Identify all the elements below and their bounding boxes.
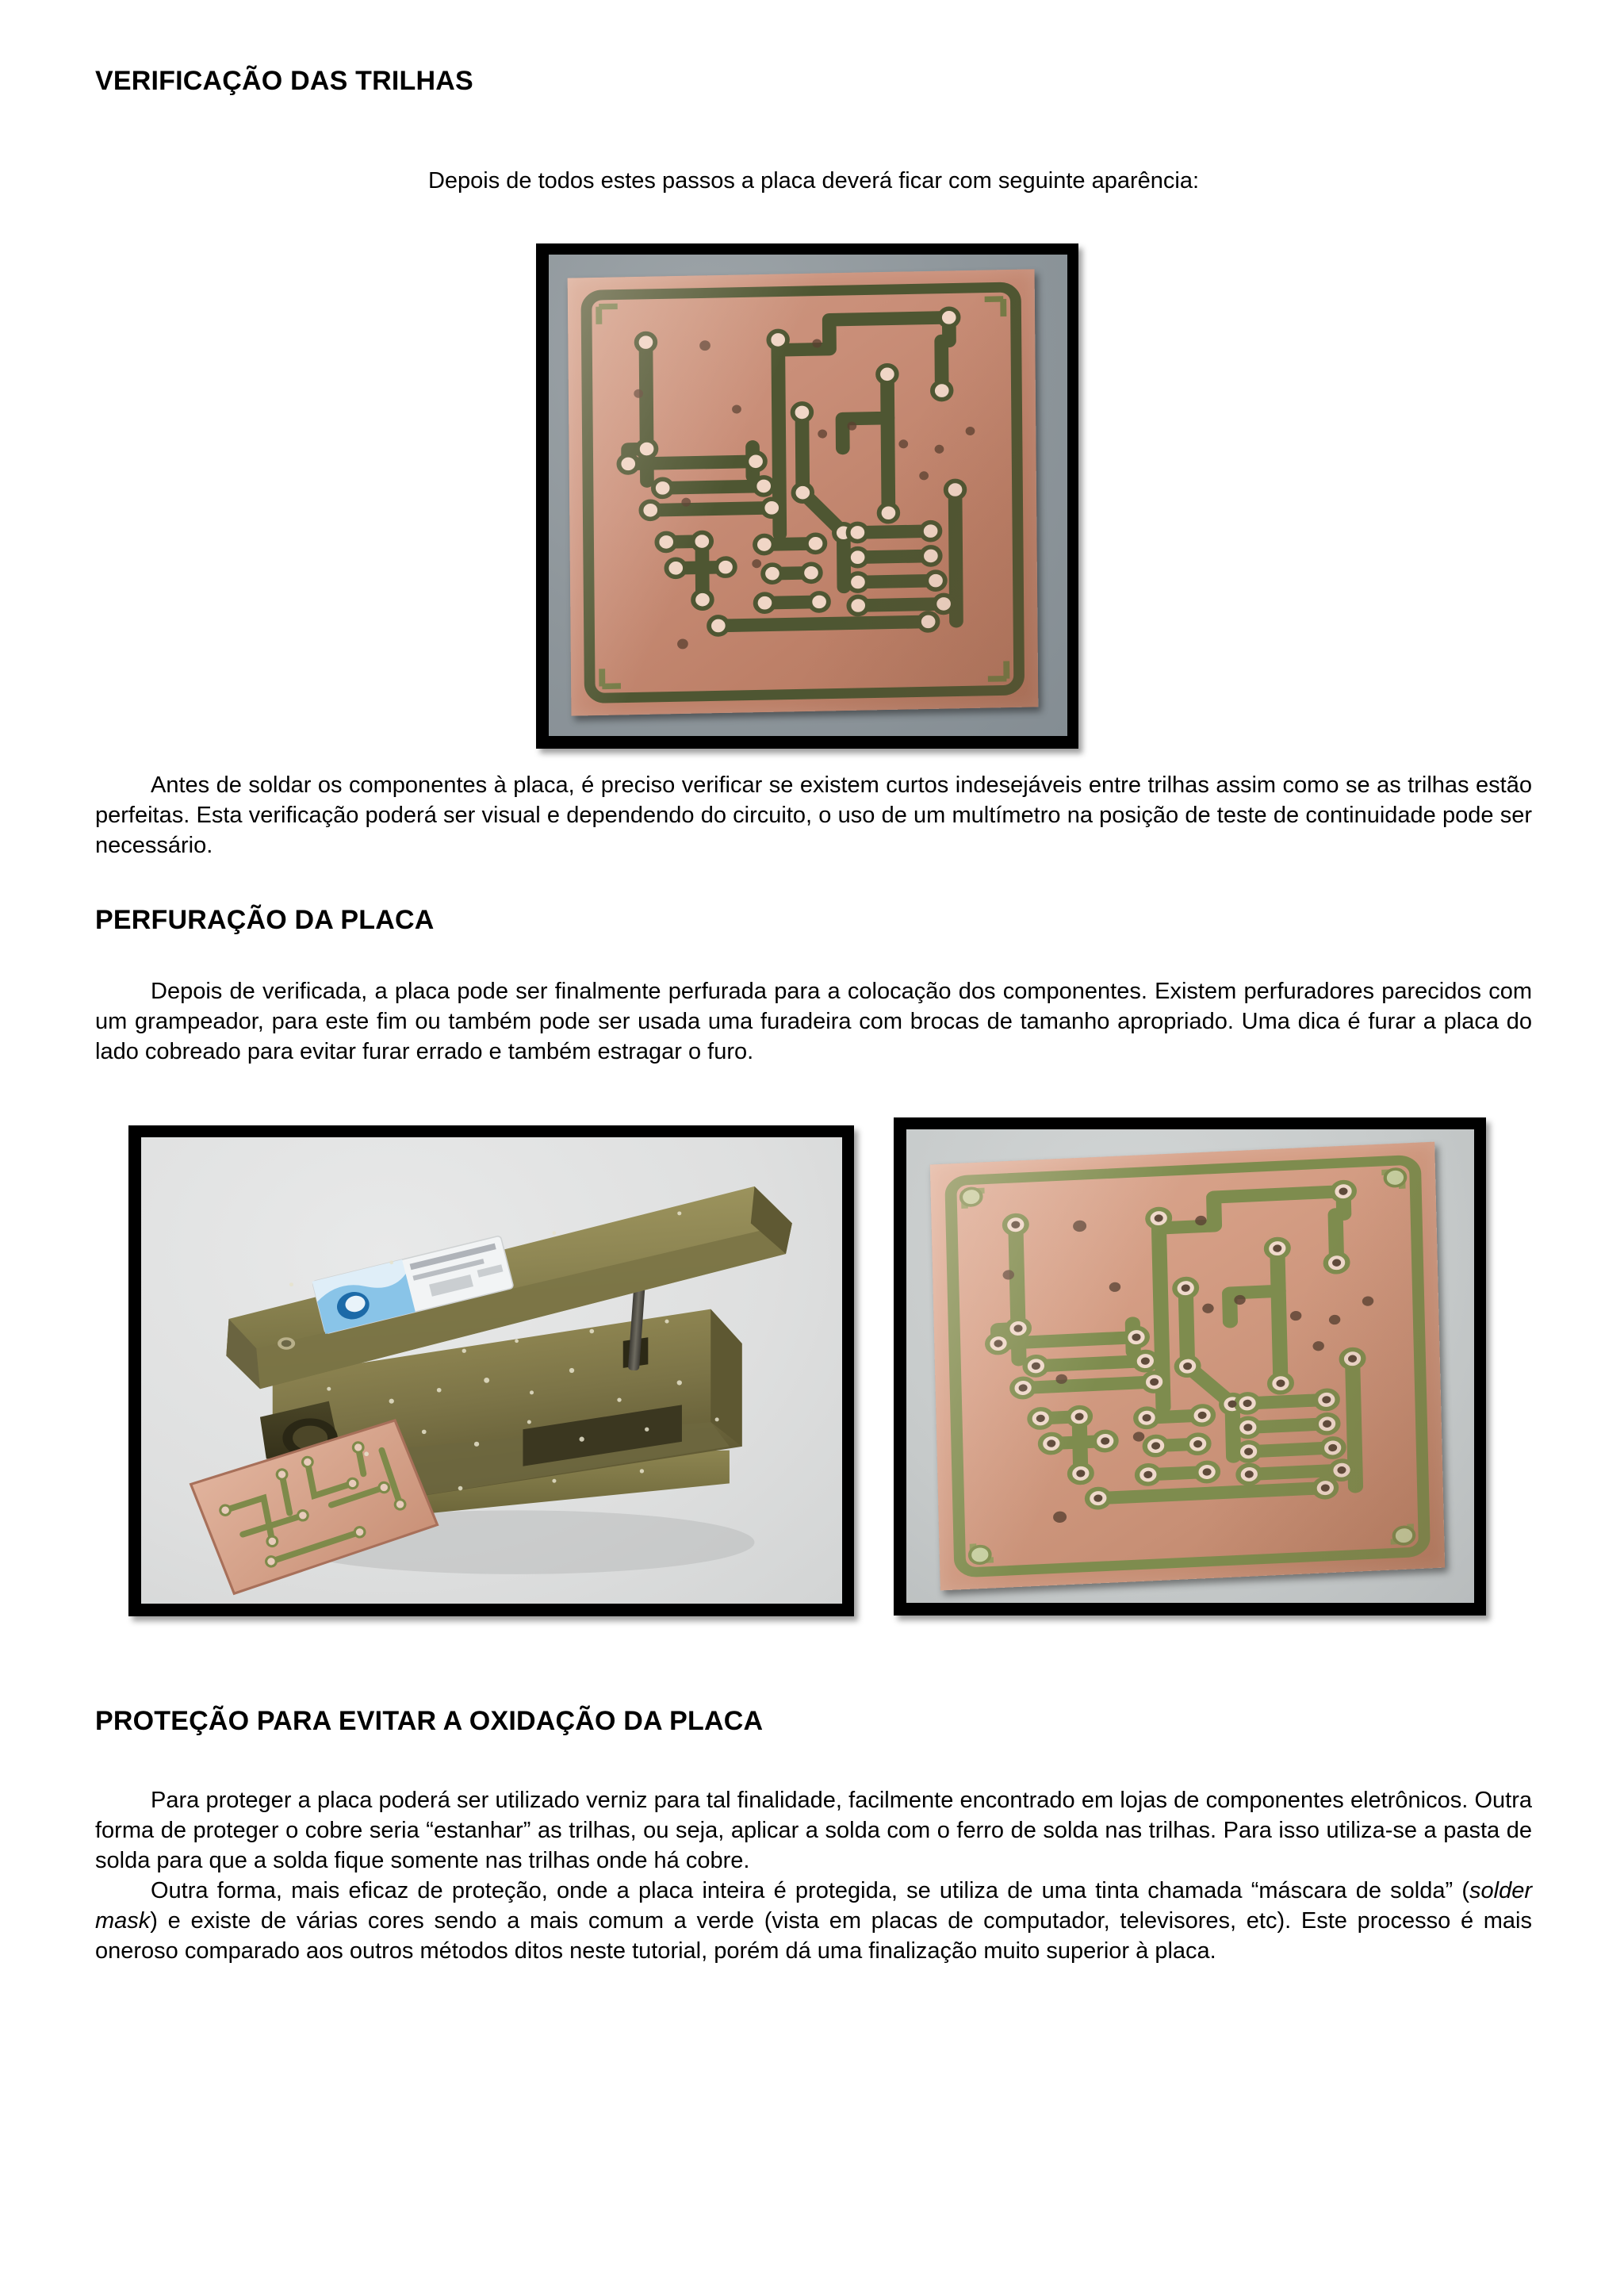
figure-drilled-pcb bbox=[894, 1117, 1486, 1616]
paragraph-perfuracao: Depois de verificada, a placa pode ser finalmente perfurada para a colocação dos componentes. Existem perfuradores parecidos com um grampeador, para este fim ou também pode ser usada uma furadeira com brocas de tamanho apropriado. Uma dica é furar a placa do lado cobreado para evitar furar errado e também estragar o furo. bbox=[95, 979, 1532, 1064]
paragraph-protecao-1: Para proteger a placa poderá ser utilizado verniz para tal finalidade, facilmente encontrado em lojas de componentes eletrônicos. Outra forma de proteger o cobre seria “estanhar” as trilhas, ou seja, aplicar a solda com o ferro de solda nas trilhas. Para isso utiliza-se a pasta de solda para que a solda fique somente nas trilhas onde há cobre. bbox=[95, 1788, 1532, 1873]
pcb-traces bbox=[930, 1141, 1446, 1590]
pcb-traces bbox=[568, 270, 1038, 717]
pcb-board bbox=[930, 1141, 1446, 1590]
paragraph-verificacao: Antes de soldar os componentes à placa, é preciso verificar se existem curtos indesejáveis entre trilhas assim como se as trilhas estão perfeitas. Esta verificação poderá ser visual e dependendo do circuito, o uso de um multímetro na posição de teste de continuidade pode ser necessário. bbox=[95, 772, 1532, 858]
paragraph-protecao-2 bbox=[95, 1876, 1532, 1967]
punch-tool-scene bbox=[141, 1137, 842, 1604]
pcb-board bbox=[568, 270, 1038, 717]
drilled-pcb-scene bbox=[906, 1129, 1474, 1603]
paragraph-verificacao-intro: Depois de todos estes passos a placa deverá ficar com seguinte aparência: bbox=[427, 168, 1200, 194]
punch-tool-drawing bbox=[141, 1137, 842, 1604]
term-solder-mask: solder mask bbox=[95, 1877, 1532, 1934]
heading-perfuracao-da-placa: PERFURAÇÃO DA PLACA bbox=[95, 905, 435, 935]
heading-verificacao-das-trilhas: VERIFICAÇÃO DAS TRILHAS bbox=[95, 66, 473, 96]
figure-punch-tool bbox=[128, 1125, 854, 1616]
paragraph-protecao-2-part1: Outra forma, mais eficaz de proteção, onde a placa inteira é protegida, se utiliza de uma tinta chamada “máscara de solda” ( bbox=[151, 1877, 1469, 1903]
figure-etched-pcb bbox=[536, 243, 1078, 749]
paragraph-protecao-2-part2: ) e existe de várias cores sendo a mais comum a verde (vista em placas de computador, televisores, etc). Este processo é mais oneroso comparado aos outros métodos ditos neste tutorial, porém dá uma finalização muito superior à placa. bbox=[95, 1907, 1532, 1964]
etched-pcb-scene bbox=[549, 255, 1067, 736]
heading-protecao-oxidacao: PROTEÇÃO PARA EVITAR A OXIDAÇÃO DA PLACA bbox=[95, 1706, 764, 1736]
